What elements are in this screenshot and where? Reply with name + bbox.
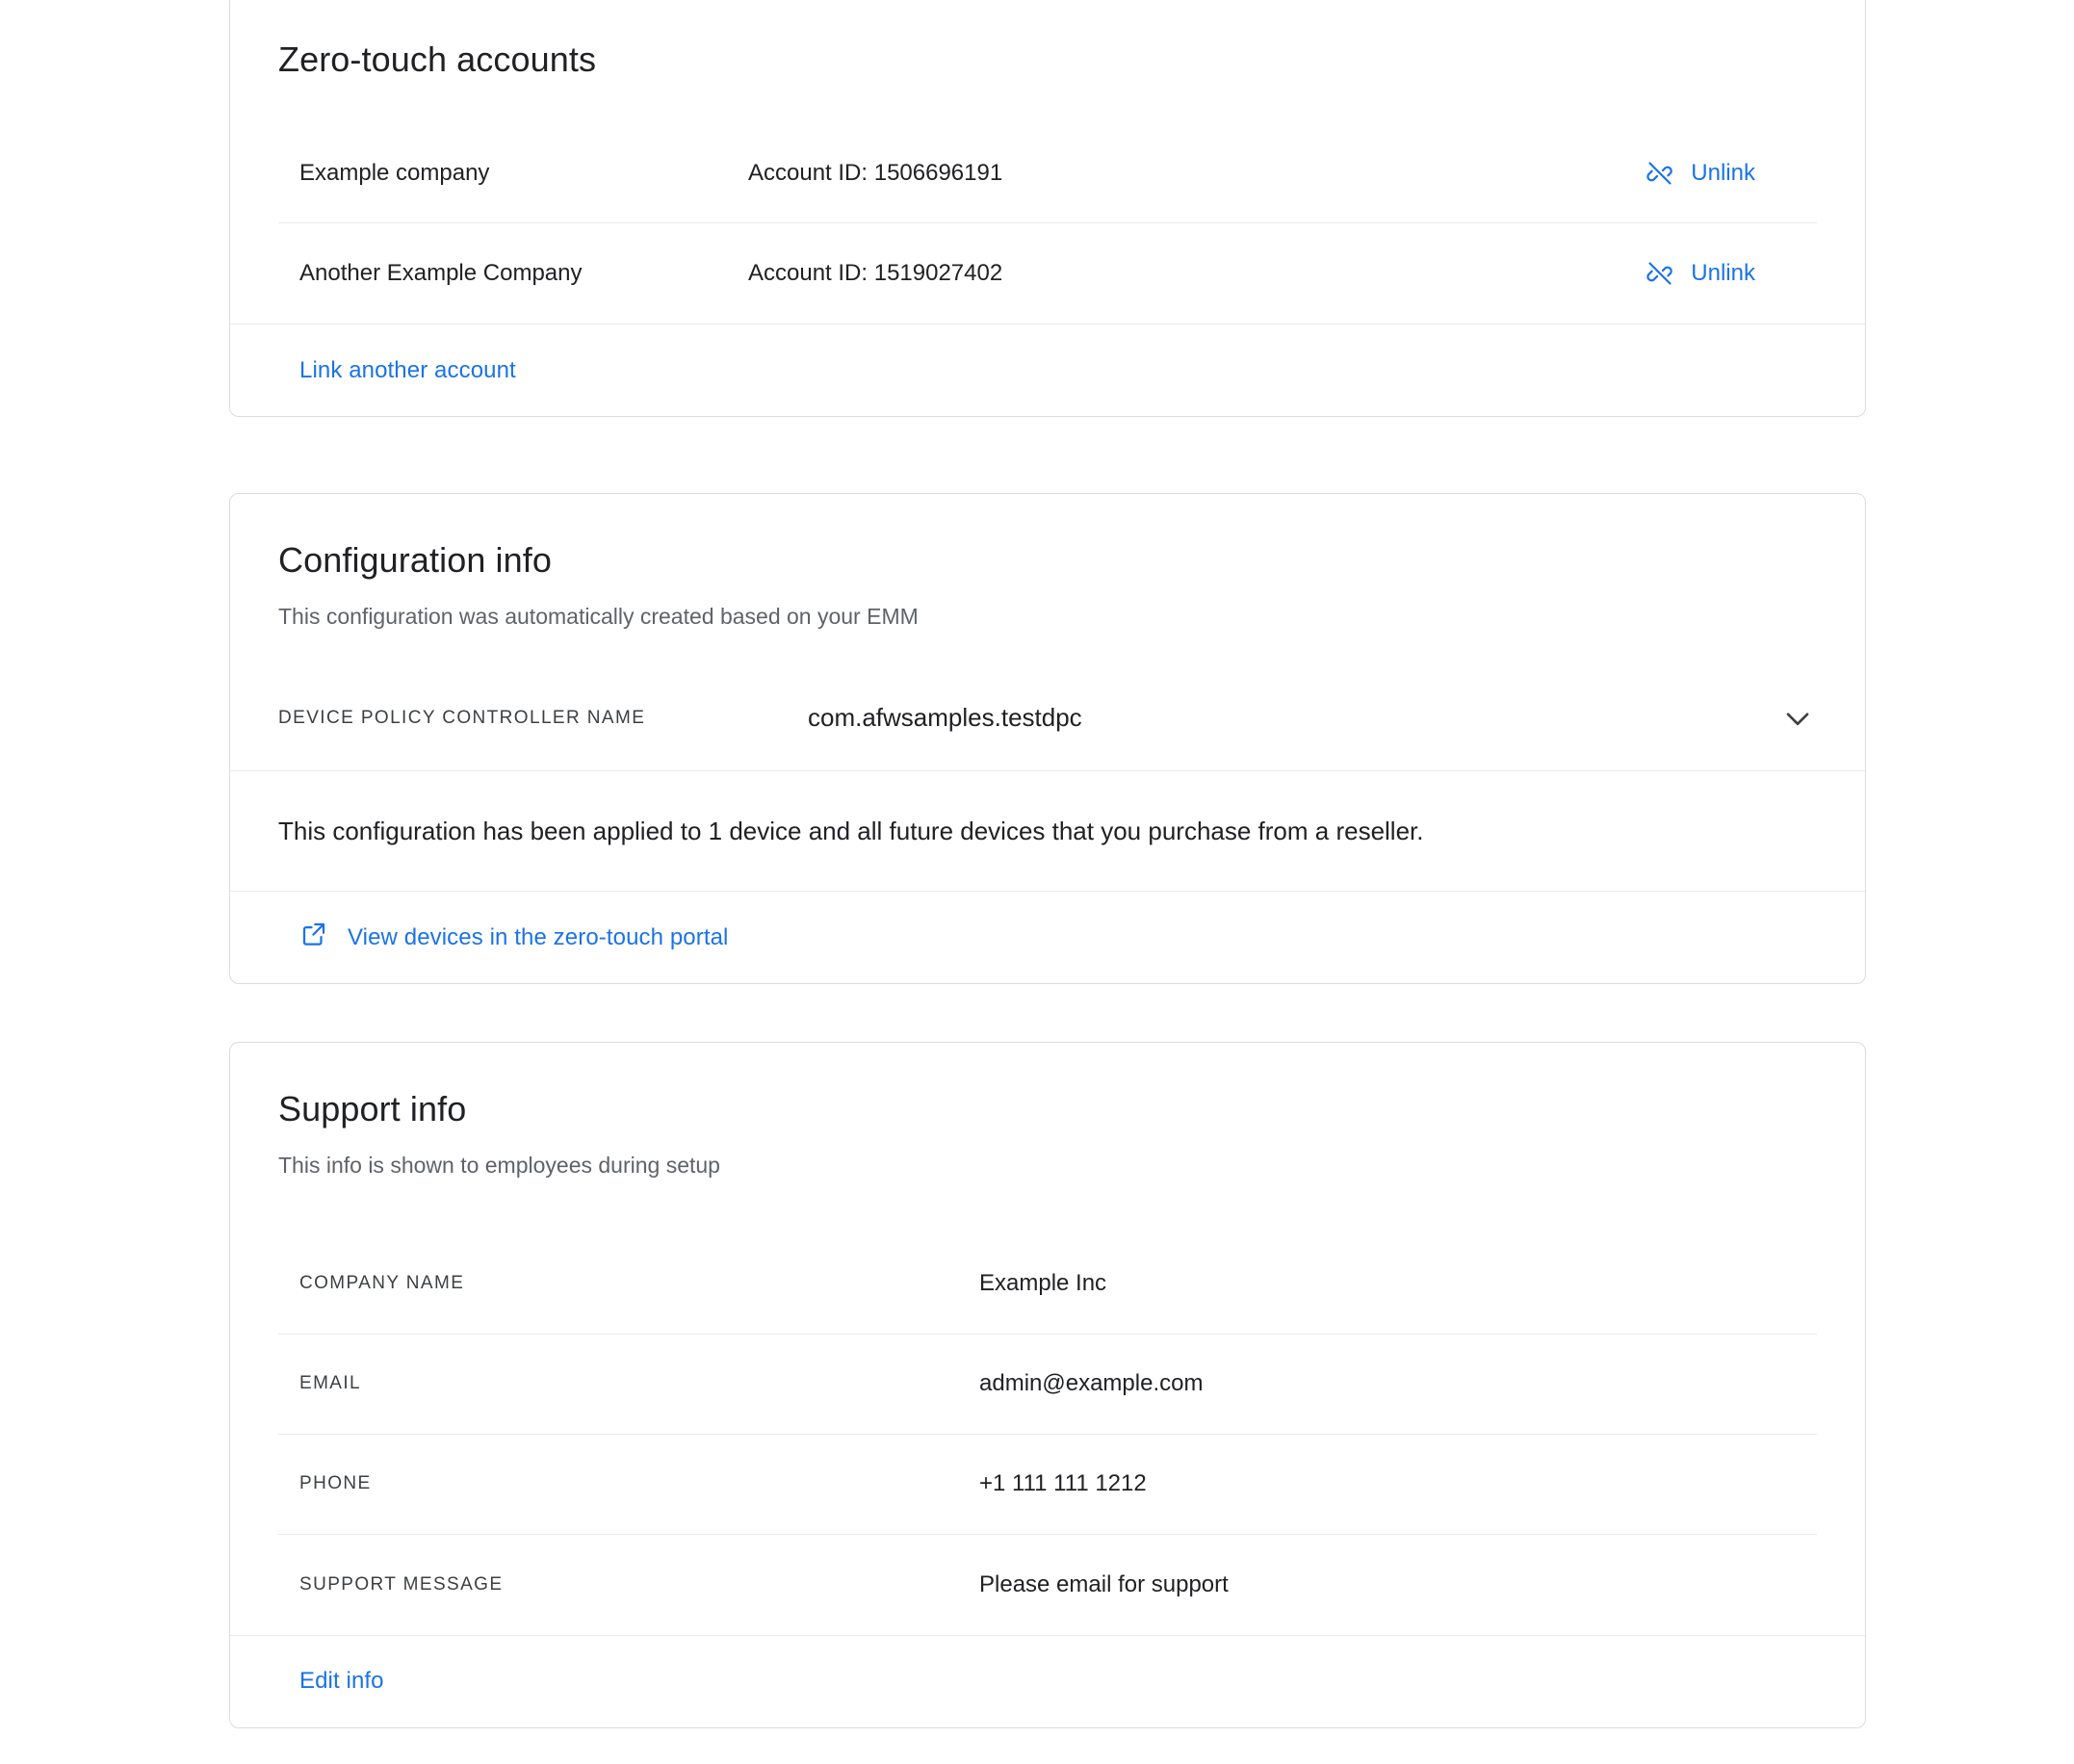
zero-touch-footer (230, 324, 1865, 416)
support-field-label: EMAIL (299, 1373, 362, 1394)
table-row (278, 123, 1817, 223)
view-devices-portal-label: View devices in the zero-touch portal (348, 923, 729, 950)
support-subtitle: This info is shown to employees during setup (278, 1153, 720, 1178)
dpc-name-label: DEVICE POLICY CONTROLLER NAME (278, 707, 646, 728)
edit-info-button[interactable]: Edit info (299, 1668, 384, 1695)
support-footer (230, 1635, 1865, 1727)
link-off-icon (1646, 160, 1673, 187)
table-row (278, 1234, 1817, 1335)
configuration-note: This configuration has been applied to 1 device and all future devices that you purchase from a reseller. (230, 770, 1865, 891)
support-info-card (229, 1042, 1866, 1728)
zero-touch-account-list (230, 123, 1865, 324)
support-field-label: SUPPORT MESSAGE (299, 1573, 504, 1595)
unlink-label: Unlink (1691, 260, 1755, 286)
support-field-label: COMPANY NAME (299, 1273, 465, 1294)
table-row (278, 1535, 1817, 1635)
zero-touch-title: Zero-touch accounts (278, 39, 597, 79)
account-company-name: Example company (299, 159, 490, 186)
view-devices-portal-button[interactable] (299, 920, 728, 955)
unlink-button[interactable] (1646, 260, 1796, 287)
table-row (278, 1435, 1817, 1535)
support-header (230, 1043, 1865, 1180)
link-off-icon (1646, 260, 1673, 287)
configuration-footer (230, 891, 1865, 983)
configuration-header (230, 494, 1865, 632)
chevron-down-icon[interactable] (1778, 699, 1817, 738)
table-row (278, 223, 1817, 324)
unlink-label: Unlink (1691, 159, 1755, 186)
support-field-value: Please email for support (979, 1570, 1229, 1597)
zero-touch-header (230, 0, 1865, 81)
zero-touch-accounts-card (229, 0, 1866, 417)
unlink-button[interactable] (1646, 160, 1796, 187)
account-id: Account ID: 1519027402 (748, 260, 1003, 286)
support-title: Support info (278, 1089, 467, 1128)
support-info-table (230, 1234, 1865, 1635)
account-id: Account ID: 1506696191 (748, 159, 1003, 186)
open-in-new-icon (299, 920, 328, 955)
support-field-value: Example Inc (979, 1270, 1107, 1297)
support-field-value: admin@example.com (979, 1370, 1204, 1397)
configuration-title: Configuration info (278, 540, 552, 580)
link-another-account-button[interactable]: Link another account (299, 356, 516, 383)
configuration-subtitle: This configuration was automatically created based on your EMM (278, 604, 919, 629)
support-field-value: +1 111 111 1212 (979, 1470, 1147, 1497)
configuration-info-card (229, 493, 1866, 984)
account-company-name: Another Example Company (299, 260, 583, 286)
dpc-name-value: com.afwsamples.testdpc (808, 703, 1082, 733)
support-field-label: PHONE (299, 1473, 372, 1494)
dpc-name-row[interactable] (230, 666, 1865, 770)
table-row (278, 1335, 1817, 1435)
